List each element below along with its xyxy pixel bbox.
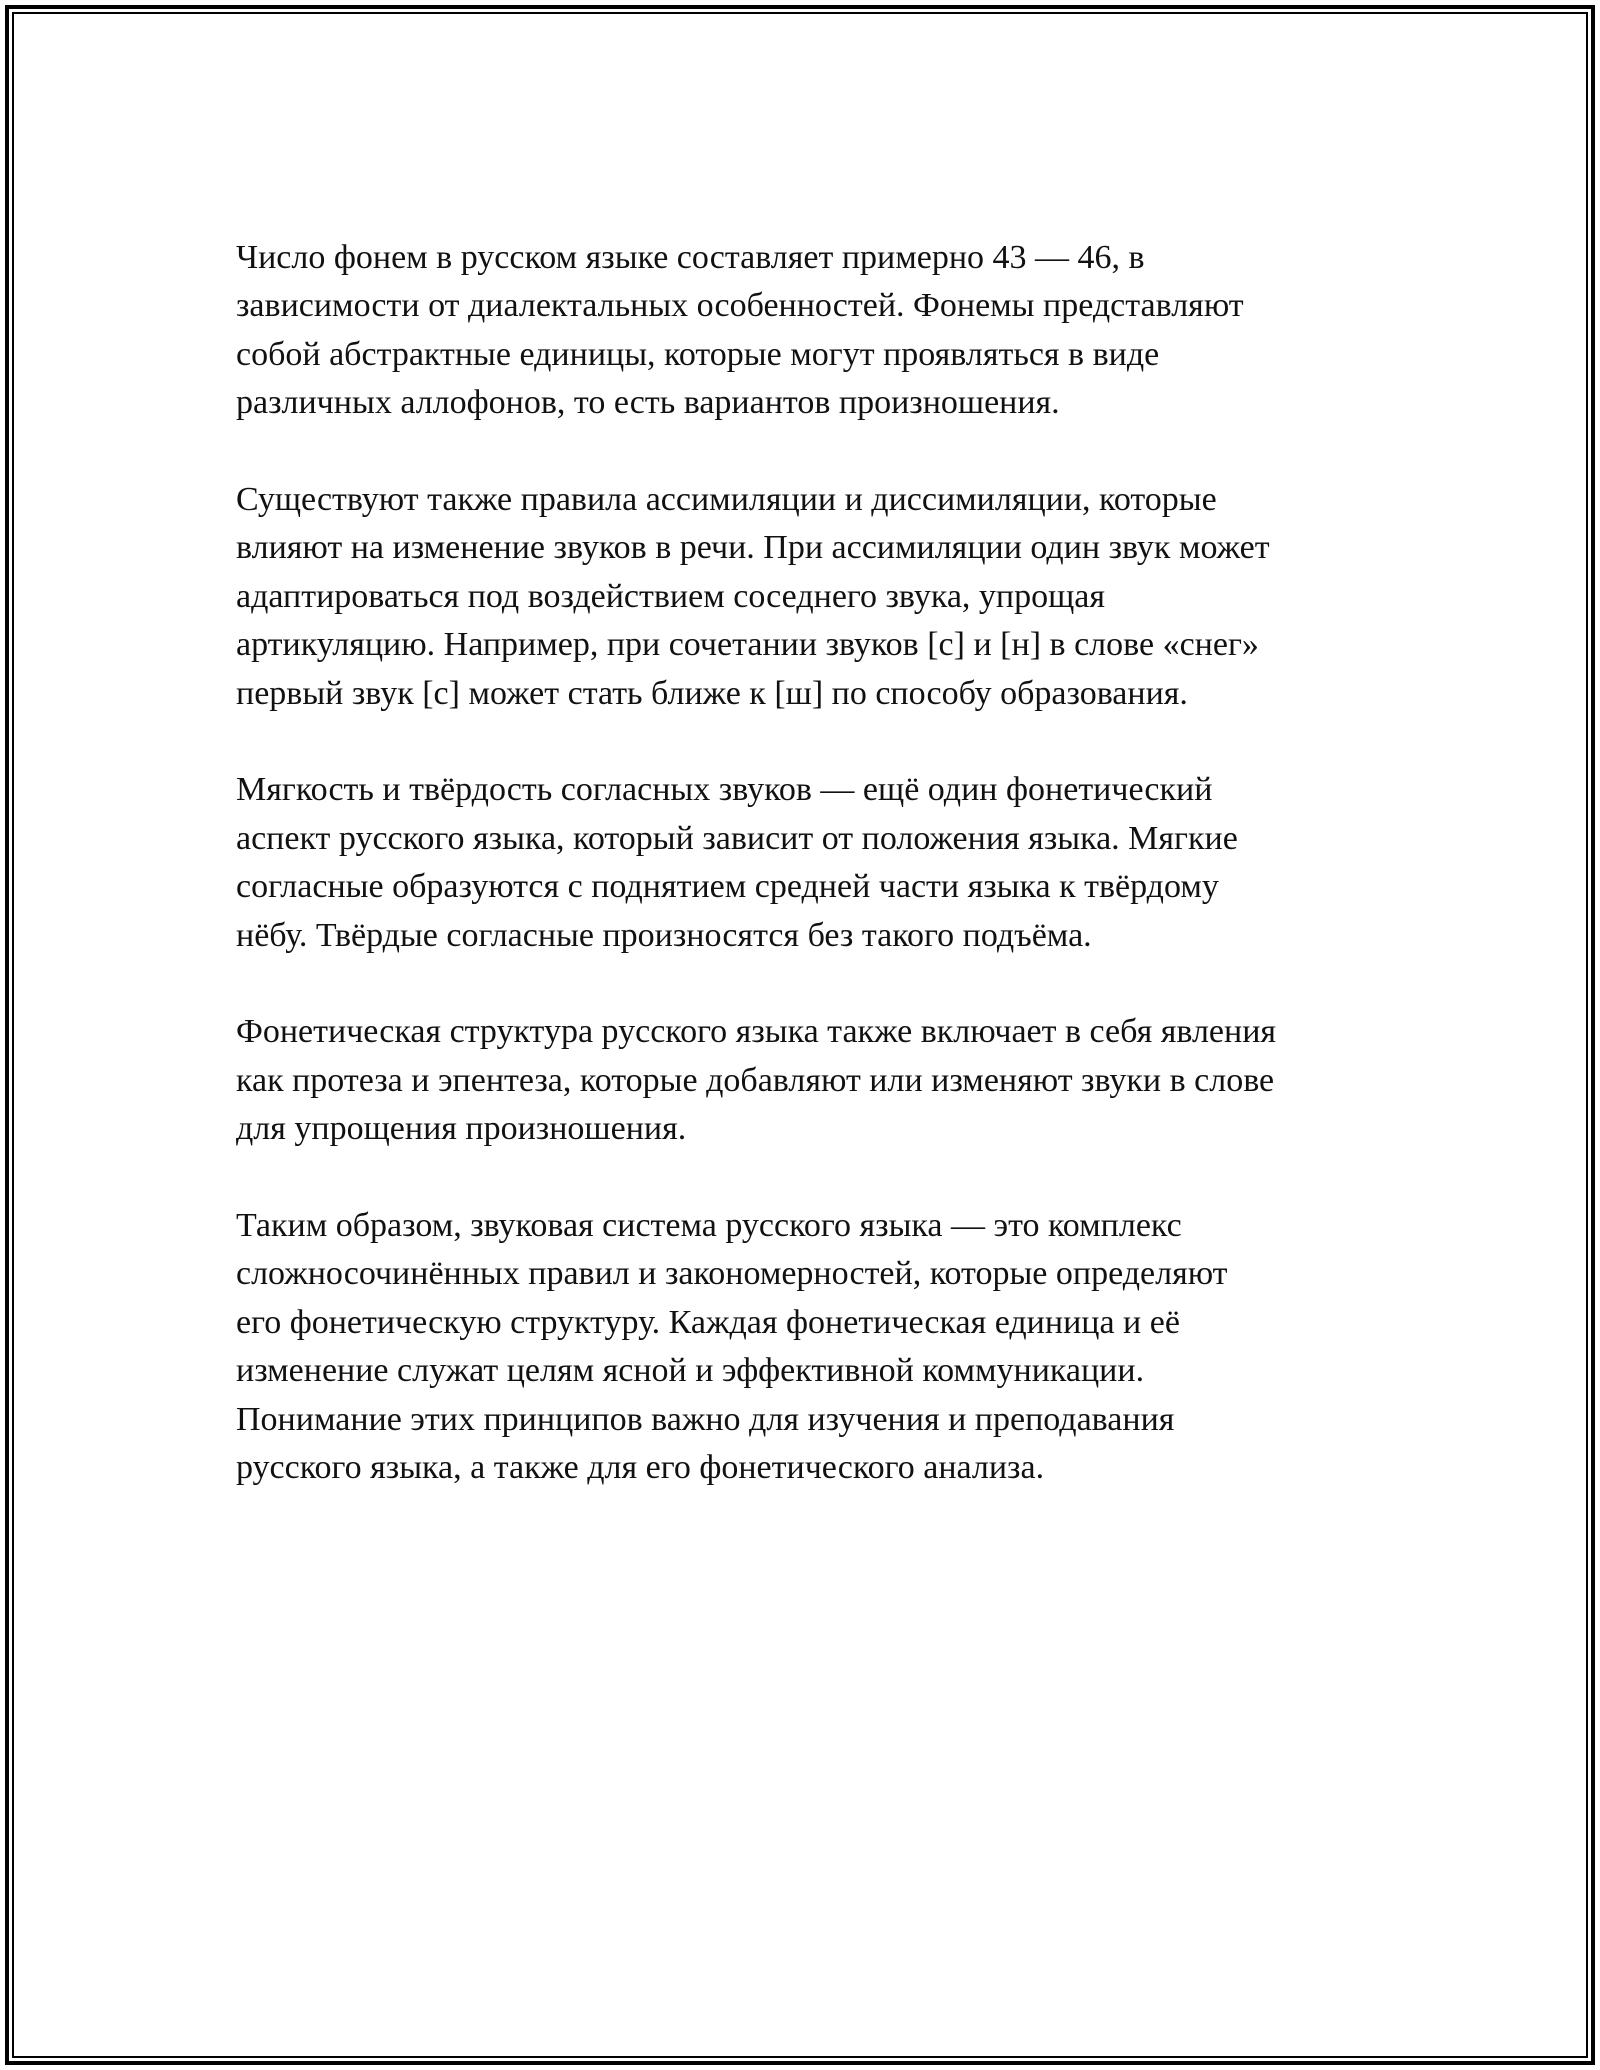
text-line: артикуляцию. Например, при сочетании звуков [с] и [н] в слове «снег» [236,626,1259,664]
text-line: нёбу. Твёрдые согласные произносятся без такого подъёма. [236,916,1092,954]
text-line: собой абстрактные единицы, которые могут проявляться в виде [236,335,1160,373]
document-body [236,234,1396,1541]
text-line: сложносочинённых правил и закономерностей, которые определяют [236,1255,1228,1293]
text-line: Понимание этих принципов важно для изучения и преподавания [236,1400,1175,1438]
text-line: согласные образуются с поднятием средней части языка к твёрдому [236,868,1219,906]
paragraph-conclusion [236,1202,1396,1492]
paragraph-softness-hardness [236,766,1396,960]
paragraph-assimilation [236,476,1396,718]
text-line: аспект русского языка, который зависит от положения языка. Мягкие [236,819,1238,857]
paragraph-phoneme-count [236,234,1396,428]
text-line: как протеза и эпентеза, которые добавляют или изменяют звуки в слове [236,1061,1275,1099]
text-line: для упрощения произношения. [236,1110,687,1148]
text-line: Фонетическая структура русского языка также включает в себя явления [236,1013,1277,1051]
text-line: Таким образом, звуковая система русского языка — это комплекс [236,1207,1182,1245]
text-line: Мягкость и твёрдость согласных звуков — ещё один фонетический [236,771,1213,809]
text-line: первый звук [с] может стать ближе к [ш] по способу образования. [236,674,1188,712]
text-line: влияют на изменение звуков в речи. При ассимиляции один звук может [236,529,1270,567]
text-line: зависимости от диалектальных особенностей. Фонемы представляют [236,287,1244,325]
text-line: русского языка, а также для его фонетического анализа. [236,1449,1045,1487]
text-line: различных аллофонов, то есть вариантов произношения. [236,384,1060,422]
text-line: изменение служат целям ясной и эффективной коммуникации. [236,1352,1145,1390]
paragraph-prothesis-epenthesis [236,1008,1396,1153]
text-line: адаптироваться под воздействием соседнего звука, упрощая [236,577,1106,615]
text-line: его фонетическую структуру. Каждая фонетическая единица и её [236,1303,1180,1341]
text-line: Число фонем в русском языке составляет примерно 43 — 46, в [236,239,1145,276]
text-line: Существуют также правила ассимиляции и диссимиляции, которые [236,481,1217,519]
